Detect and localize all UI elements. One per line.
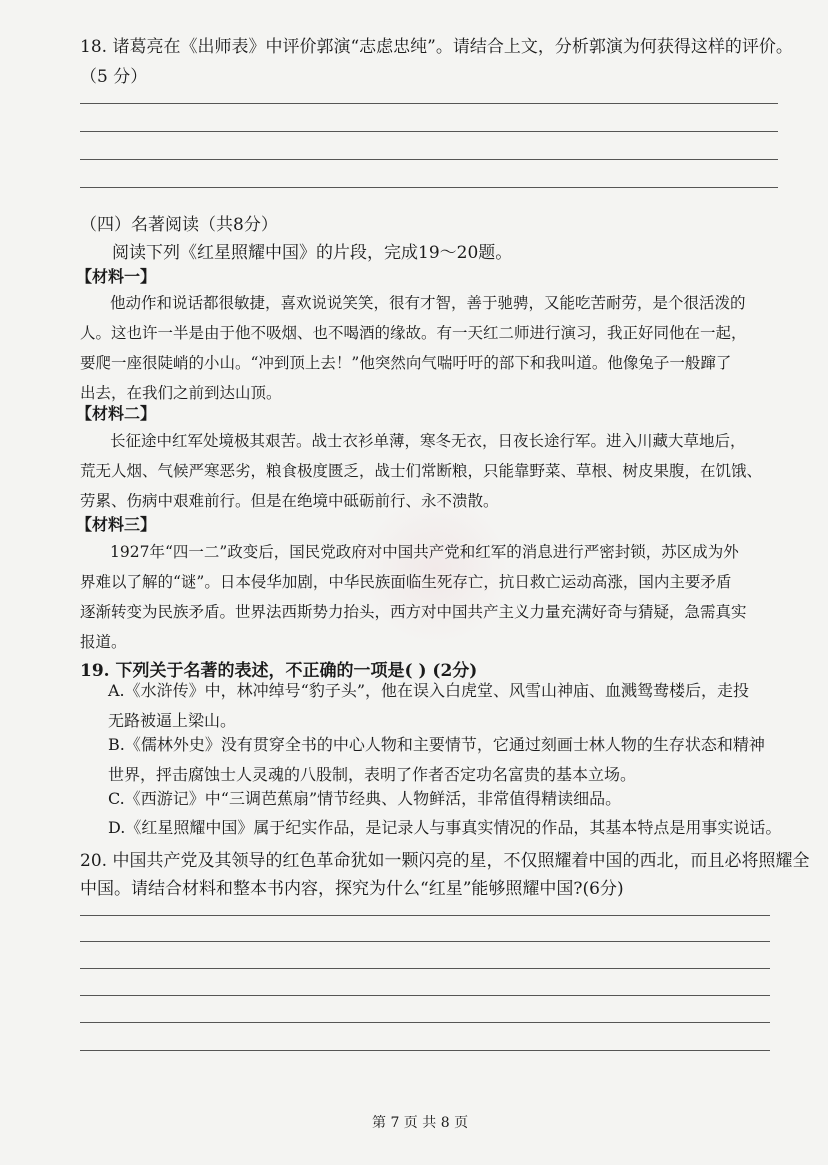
material-1-body (80, 288, 747, 408)
option-line: A.《水浒传》中，林冲绰号“豹子头”，他在误入白虎堂、风雪山神庙、血溅鸳鸯楼后，走投 (108, 681, 750, 700)
material-3-body (80, 537, 747, 657)
option-line: D.《红星照耀中国》属于纪实作品，是记录人与事真实情况的作品，其基本特点是用事实说话。 (108, 818, 782, 837)
answer-line (80, 968, 770, 969)
material-1-label: 【材料一】 (76, 267, 157, 286)
answer-line (80, 941, 770, 942)
page-footer: 第 7 页 共 8 页 (372, 1115, 469, 1131)
section-heading: （四）名著阅读（共8分） (80, 215, 278, 235)
answer-line (80, 995, 770, 996)
text-line: 人。这也许一半是由于他不吸烟、也不喝酒的缘故。有一天红二师进行演习，我正好同他在一起， (80, 324, 747, 342)
material-2-body (80, 426, 762, 516)
answer-line (80, 1050, 770, 1051)
text-line: 界难以了解的“谜”。日本侵华加剧，中华民族面临生死存亡，抗日救亡运动高涨，国内主要矛盾 (80, 573, 732, 591)
text-line: 出去，在我们之前到达山顶。 (80, 384, 282, 402)
option-c (108, 784, 621, 814)
option-line: C.《西游记》中“三调芭蕉扇”情节经典、人物鲜活，非常值得精读细品。 (108, 789, 622, 808)
answer-line (80, 915, 770, 916)
answer-line (80, 187, 778, 188)
text-line: 劳累、伤病中艰难前行。但是在绝境中砥砺前行、永不溃散。 (80, 492, 499, 510)
option-line: 世界，抨击腐蚀士人灵魂的八股制，表明了作者否定功名富贵的基本立场。 (108, 765, 637, 784)
answer-line (80, 103, 778, 104)
option-a (108, 676, 749, 736)
text-line: 荒无人烟、气候严寒恶劣，粮食极度匮乏，战士们常断粮，只能靠野菜、草根、树皮果腹，在饥饿、 (80, 462, 763, 480)
section-intro: 阅读下列《红星照耀中国》的片段，完成19～20题。 (112, 243, 513, 263)
material-2-label: 【材料二】 (76, 404, 157, 423)
text-line: 1927年“四一二”政变后，国民党政府对中国共产党和红军的消息进行严密封锁，苏区成为外 (110, 543, 739, 561)
text-line: 逐渐转变为民族矛盾。世界法西斯势力抬头，西方对中国共产主义力量充满好奇与猜疑，急需真实 (80, 603, 747, 621)
answer-line (80, 159, 778, 160)
text-line: 他动作和说话都很敏捷，喜欢说说笑笑，很有才智，善于驰骋，又能吃苦耐劳，是个很活泼的 (110, 294, 746, 312)
option-line: 无路被逼上梁山。 (108, 711, 237, 730)
question-19-stem: 19. 下列关于名著的表述，不正确的一项是( ) (2分) (80, 661, 478, 681)
text-line: 报道。 (80, 633, 127, 651)
question-18-text: 18. 诸葛亮在《出师表》中评价郭演“志虑忠纯”。请结合上文，分析郭演为何获得这样的评价。 (80, 37, 793, 57)
question-18-score: （5 分） (80, 67, 148, 87)
answer-line (80, 131, 778, 132)
option-line: B.《儒林外史》没有贯穿全书的中心人物和主要情节，它通过刻画士林人物的生存状态和精神 (108, 735, 765, 754)
text-line: 要爬一座很陡峭的小山。“冲到顶上去！”他突然向气喘吁吁的部下和我叫道。他像兔子一般蹿了 (80, 354, 732, 372)
material-3-label: 【材料三】 (76, 515, 157, 534)
text-line: 长征途中红军处境极其艰苦。战士衣衫单薄，寒冬无衣，日夜长途行军。进入川藏大草地后， (110, 432, 746, 450)
question-20-line1: 20. 中国共产党及其领导的红色革命犹如一颗闪亮的星，不仅照耀着中国的西北，而且必将照耀全 (80, 851, 810, 871)
option-b (108, 730, 765, 790)
option-d (108, 813, 781, 843)
question-20-line2: 中国。请结合材料和整本书内容，探究为什么“红星”能够照耀中国?(6分) (80, 879, 624, 899)
answer-line (80, 1022, 770, 1023)
